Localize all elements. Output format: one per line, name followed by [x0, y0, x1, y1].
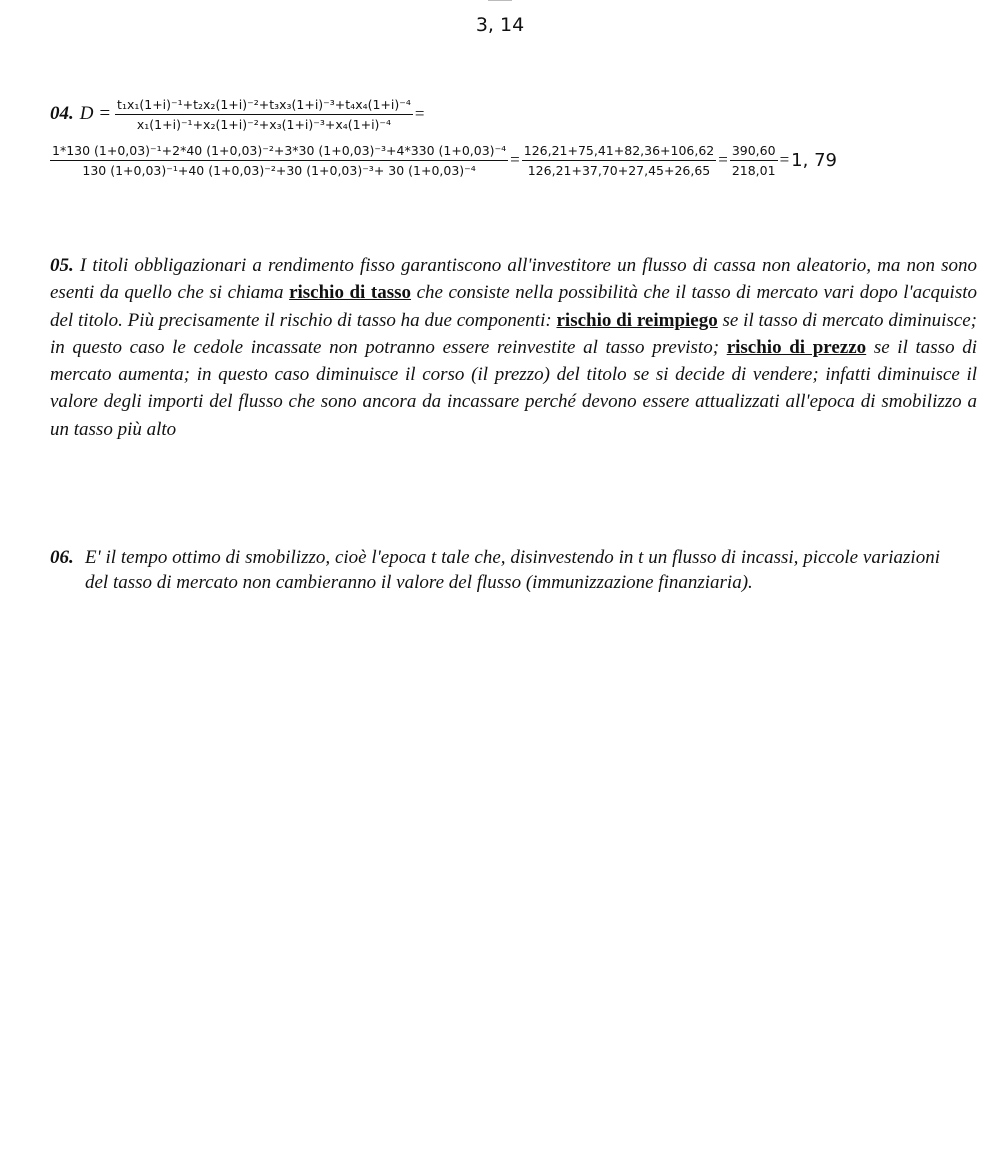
fraction-denominator: x₁(1+i)⁻¹+x₂(1+i)⁻²+x₃(1+i)⁻³+x₄(1+i)⁻⁴ [136, 116, 392, 132]
equals-sign: = [718, 150, 728, 169]
question-05 [50, 252, 977, 443]
fraction-denominator: 126,21+37,70+27,45+26,65 [527, 162, 711, 178]
equals-sign: = [510, 150, 520, 169]
question-number: 05. [50, 255, 74, 276]
answer-text: E' il tempo ottimo di smobilizzo, cioè l'epoca t tale che, disinvestendo in t un flusso di incassi, piccole variazioni del tasso di mercato non cambieranno il valore del flusso (immunizzazione finanziaria). [85, 547, 940, 593]
page-number: 3, 14 [475, 14, 525, 36]
key-term-rischio-di-reimpiego: rischio di reimpiego [556, 309, 718, 331]
duration-sum-fraction [522, 143, 716, 178]
page-top-mark [488, 0, 512, 4]
fraction-denominator: 218,01 [731, 162, 776, 178]
equals-sign: = [414, 104, 425, 123]
equals-sign: = [779, 150, 790, 169]
duration-formula-computation [50, 138, 970, 182]
question-number: 04. [50, 103, 74, 124]
question-06 [50, 546, 940, 595]
duration-formula-definition [50, 92, 970, 136]
answer-text: che consiste nella possibilità che il tasso di mercato vari dopo l'acquisto del titolo. Più precisamente il rischio di tasso ha due componenti: [50, 282, 977, 331]
key-term-rischio-di-tasso: rischio di tasso [289, 282, 412, 304]
key-term-rischio-di-prezzo: rischio di prezzo [726, 336, 867, 358]
answer-text: se il tasso di mercato aumenta; in questo caso diminuisce il corso (il prezzo) del titolo se si decide di vendere; infatti diminuisce il valore degli importi del flusso che sono ancora da incassare perché devono essere attualizzati all'epoca di smobilizzo a un tasso più alto [50, 336, 977, 440]
duration-result: 1, 79 [791, 149, 837, 171]
question-04 [50, 92, 970, 182]
fraction-numerator: 390,60 [730, 143, 778, 161]
duration-symbol: D = [79, 103, 112, 124]
duration-numeric-fraction [50, 143, 508, 178]
answer-text: I titoli obbligazionari a rendimento fisso garantiscono all'investitore un flusso di cassa non aleatorio, ma non sono esenti da quello che si chiama [50, 255, 977, 304]
fraction-numerator: t₁x₁(1+i)⁻¹+t₂x₂(1+i)⁻²+t₃x₃(1+i)⁻³+t₄x₄(1+i)⁻⁴ [115, 97, 413, 115]
answer-text: se il tasso di mercato diminuisce; in questo caso le cedole incassate non potranno essere reinvestite al tasso previsto; [50, 309, 977, 358]
duration-total-fraction [730, 143, 778, 178]
fraction-denominator: 130 (1+0,03)⁻¹+40 (1+0,03)⁻²+30 (1+0,03)⁻³+ 30 (1+0,03)⁻⁴ [82, 162, 476, 178]
fraction-numerator: 1*130 (1+0,03)⁻¹+2*40 (1+0,03)⁻²+3*30 (1+0,03)⁻³+4*330 (1+0,03)⁻⁴ [50, 143, 508, 161]
fraction-numerator: 126,21+75,41+82,36+106,62 [522, 143, 716, 161]
duration-general-fraction [115, 97, 413, 132]
question-number: 06. [50, 547, 74, 568]
